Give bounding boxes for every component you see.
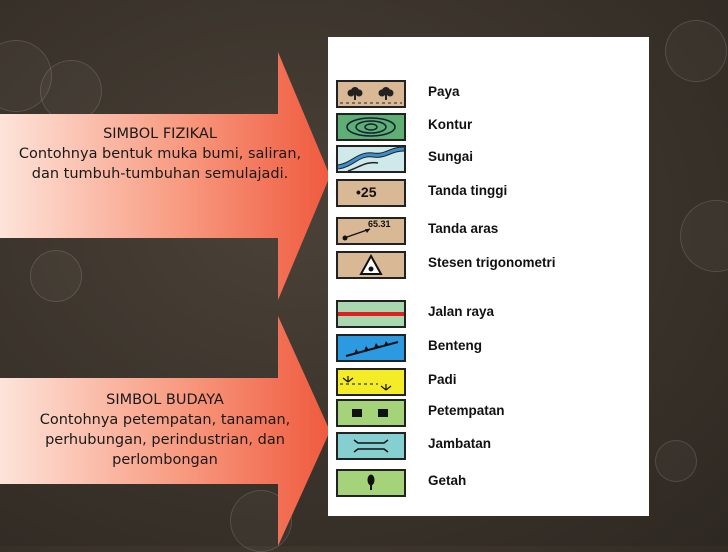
fizikal-description: Contohnya bentuk muka bumi, saliran, dan tumbuh-tumbuhan semulajadi. [18, 146, 302, 182]
jambatan-symbol [336, 432, 406, 460]
legend-row-paya [328, 80, 649, 110]
legend-row-petempatan [328, 399, 649, 429]
legend-row-benteng [328, 334, 649, 364]
padi-symbol [336, 368, 406, 396]
legend-label-kontur: Kontur [428, 117, 473, 132]
legend-label-stesen-trigonometri: Stesen trigonometri [428, 255, 556, 270]
fizikal-title: SIMBOL FIZIKAL [103, 126, 217, 142]
legend-row-jalan-raya [328, 300, 649, 330]
legend-row-sungai [328, 145, 649, 175]
budaya-title: SIMBOL BUDAYA [106, 392, 224, 408]
legend-label-benteng: Benteng [428, 338, 482, 353]
legend-row-padi [328, 368, 649, 398]
legend-label-sungai: Sungai [428, 149, 474, 164]
kontur-symbol [336, 113, 406, 141]
paya-symbol [336, 80, 406, 108]
legend-label-tanda-aras: Tanda aras [428, 221, 499, 236]
getah-symbol [336, 469, 406, 497]
legend-row-kontur [328, 113, 649, 143]
map-legend-panel [328, 37, 649, 516]
legend-row-tanda-tinggi [328, 179, 649, 209]
legend-label-jalan-raya: Jalan raya [428, 304, 495, 319]
legend-label-padi: Padi [428, 372, 457, 387]
decorative-circle [655, 440, 697, 482]
legend-label-jambatan: Jambatan [428, 436, 492, 451]
tanda-tinggi-symbol [336, 179, 406, 207]
legend-row-getah [328, 469, 649, 499]
stesen-trigonometri-symbol [336, 251, 406, 279]
tanda-aras-symbol [336, 217, 406, 245]
sungai-symbol [336, 145, 406, 173]
tanda-aras-value: 65.31 [368, 219, 391, 229]
petempatan-symbol [336, 399, 406, 427]
legend-label-petempatan: Petempatan [428, 403, 505, 418]
legend-label-tanda-tinggi: Tanda tinggi [428, 183, 508, 198]
budaya-description: Contohnya petempatan, tanaman, perhubungan, perindustrian, dan perlombongan [39, 412, 291, 468]
legend-label-paya: Paya [428, 84, 460, 99]
decorative-circle [680, 200, 728, 272]
legend-row-jambatan [328, 432, 649, 462]
jalan-raya-symbol [336, 300, 406, 328]
legend-row-tanda-aras [328, 217, 649, 247]
legend-label-getah: Getah [428, 473, 467, 488]
benteng-symbol [336, 334, 406, 362]
budaya-text [0, 390, 330, 470]
decorative-circle [665, 20, 727, 82]
tanda-tinggi-value: •25 [356, 184, 377, 200]
fizikal-text [10, 124, 310, 184]
legend-row-stesen-trigonometri [328, 251, 649, 281]
